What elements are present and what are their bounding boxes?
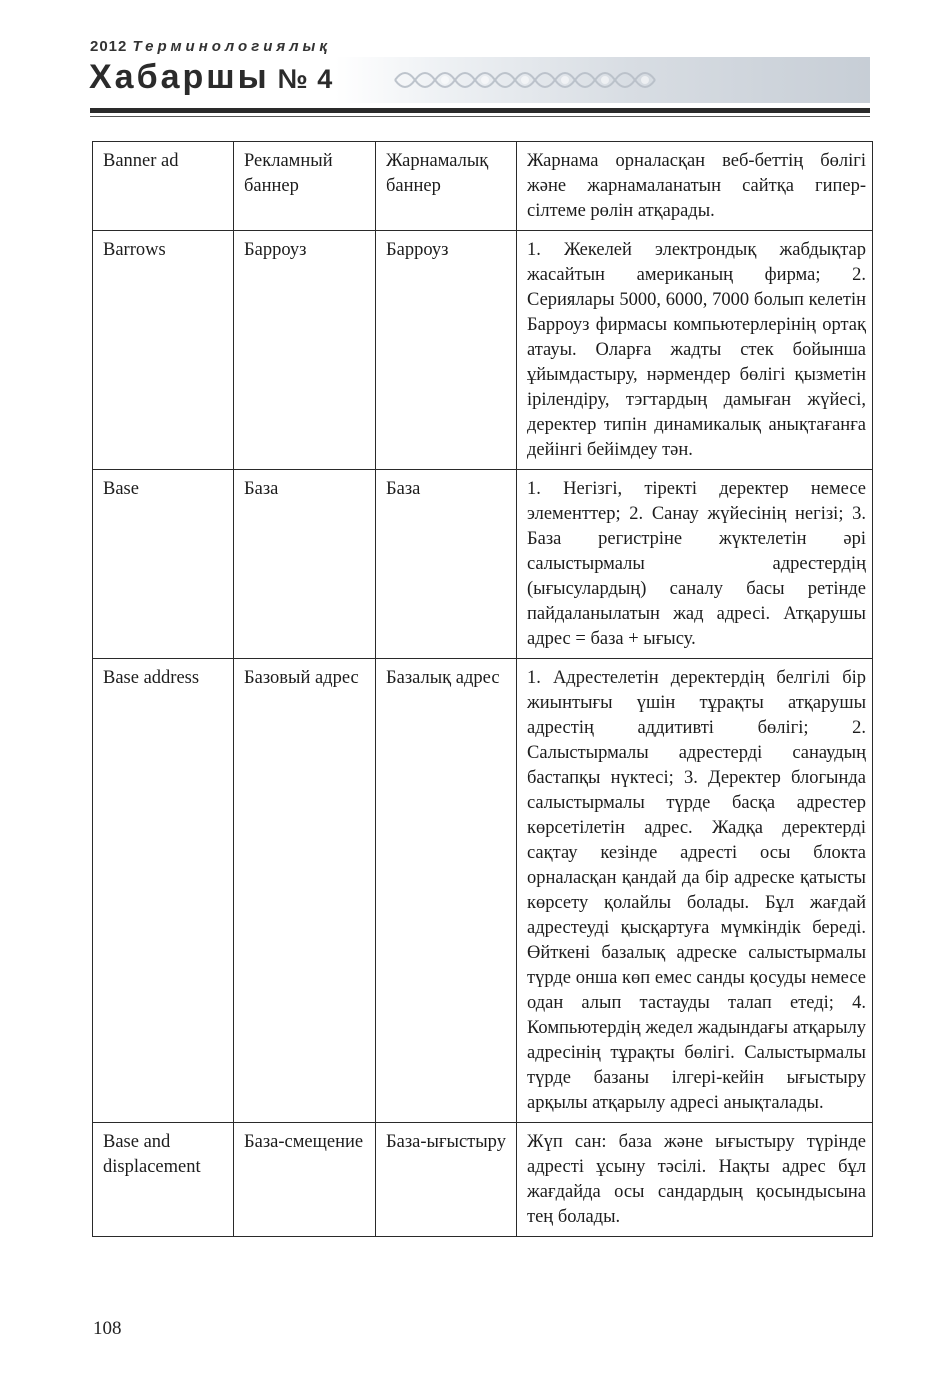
ornament-icon [335, 57, 870, 103]
term-russian: База [234, 470, 376, 659]
term-kazakh: Жарнамалық баннер [376, 142, 517, 231]
term-english: Base and displacement [93, 1123, 234, 1237]
term-kazakh: Барроуз [376, 231, 517, 470]
table-row [93, 142, 873, 231]
journal-name: Терминологиялық [132, 38, 331, 55]
term-definition: 1. Адрестелетін деректердің белгілі бір жиынтығы үшін тұрақты атқарушы адрестің аддитивті бөлігі; 2. Салыстырмалы адрестерді санаудың бастапқы нүктесі; 3. Деректер блогында салыстырмалы түрде басқа адрестер көрсетілетін адрес. Жадқа деректерді сақтау кезінде адресті осы блокта орналасқан қандай да бір адреске қатысты көрсету қолайлы болады. Бұл жағдай адрестеуді қысқартуға мүмкіндік береді. Өйткені базалық адреске салыстырмалы түрде онша көп емес санды қосуды немесе одан алып тастауды талап етеді; 4. Компьютердің жедел жадындағы атқарылу адресінің тұрақты бөлігі. Салыстырмалы түрде базаны ілгері-кейін ығыстыру арқылы атқарылу адресі анықталады. [517, 659, 873, 1123]
term-definition: Жарнама орналасқан веб-беттің бөлігі және жарнамаланатын сайтқа гипер-сілтеме рөлін атқарады. [517, 142, 873, 231]
term-definition: Жүп сан: база және ығыстыру түрінде адресті ұсыну тәсілі. Нақты адрес бұл жағдайда осы сандардың қосындысына тең болады. [517, 1123, 873, 1237]
issue-number: № 4 [277, 64, 334, 94]
term-definition: 1. Жекелей электрондық жабдықтар жасайтын американың фирма; 2. Сериялары 5000, 6000, 7000 болып келетін Барроуз фирмасы компьютерлерінің ортақ атауы. Оларға жадты стек бойынша ұйымдастыру, нәрмендер бөлігі қызметін ірілендіру, тэгтардың дамыған жүйесі, деректер типін динамикалық анықтағанға дейінгі бейімдеу тән. [517, 231, 873, 470]
journal-title [89, 58, 333, 97]
term-english: Base address [93, 659, 234, 1123]
table-row [93, 659, 873, 1123]
term-english: Banner ad [93, 142, 234, 231]
page-number: 108 [93, 1318, 122, 1339]
term-english: Base [93, 470, 234, 659]
page-header [0, 0, 931, 130]
term-russian: Рекламный баннер [234, 142, 376, 231]
term-kazakh: База-ығыстыру [376, 1123, 517, 1237]
term-english: Barrows [93, 231, 234, 470]
term-russian: Барроуз [234, 231, 376, 470]
journal-title-text: Хабаршы [89, 58, 270, 96]
table-row [93, 1123, 873, 1237]
header-rule-thick [90, 108, 870, 113]
term-definition: 1. Негізгі, тіректі деректер немесе элементтер; 2. Санау жүйесінің негізі; 3. База регистріне жүктелетін әрі салыстырмалы адрестердің (ығысулардың) саналу басы ретінде пайдаланылатын жад адресі. Атқарушы адрес = база + ығысу. [517, 470, 873, 659]
table-row [93, 470, 873, 659]
journal-line [90, 38, 331, 55]
header-rule-thin [90, 116, 870, 117]
journal-year: 2012 [90, 38, 128, 55]
header-ornament-banner [335, 57, 870, 103]
term-russian: База-смещение [234, 1123, 376, 1237]
term-russian: Базовый адрес [234, 659, 376, 1123]
terms-table [92, 141, 873, 1237]
term-kazakh: База [376, 470, 517, 659]
table-row [93, 231, 873, 470]
term-kazakh: Базалық адрес [376, 659, 517, 1123]
